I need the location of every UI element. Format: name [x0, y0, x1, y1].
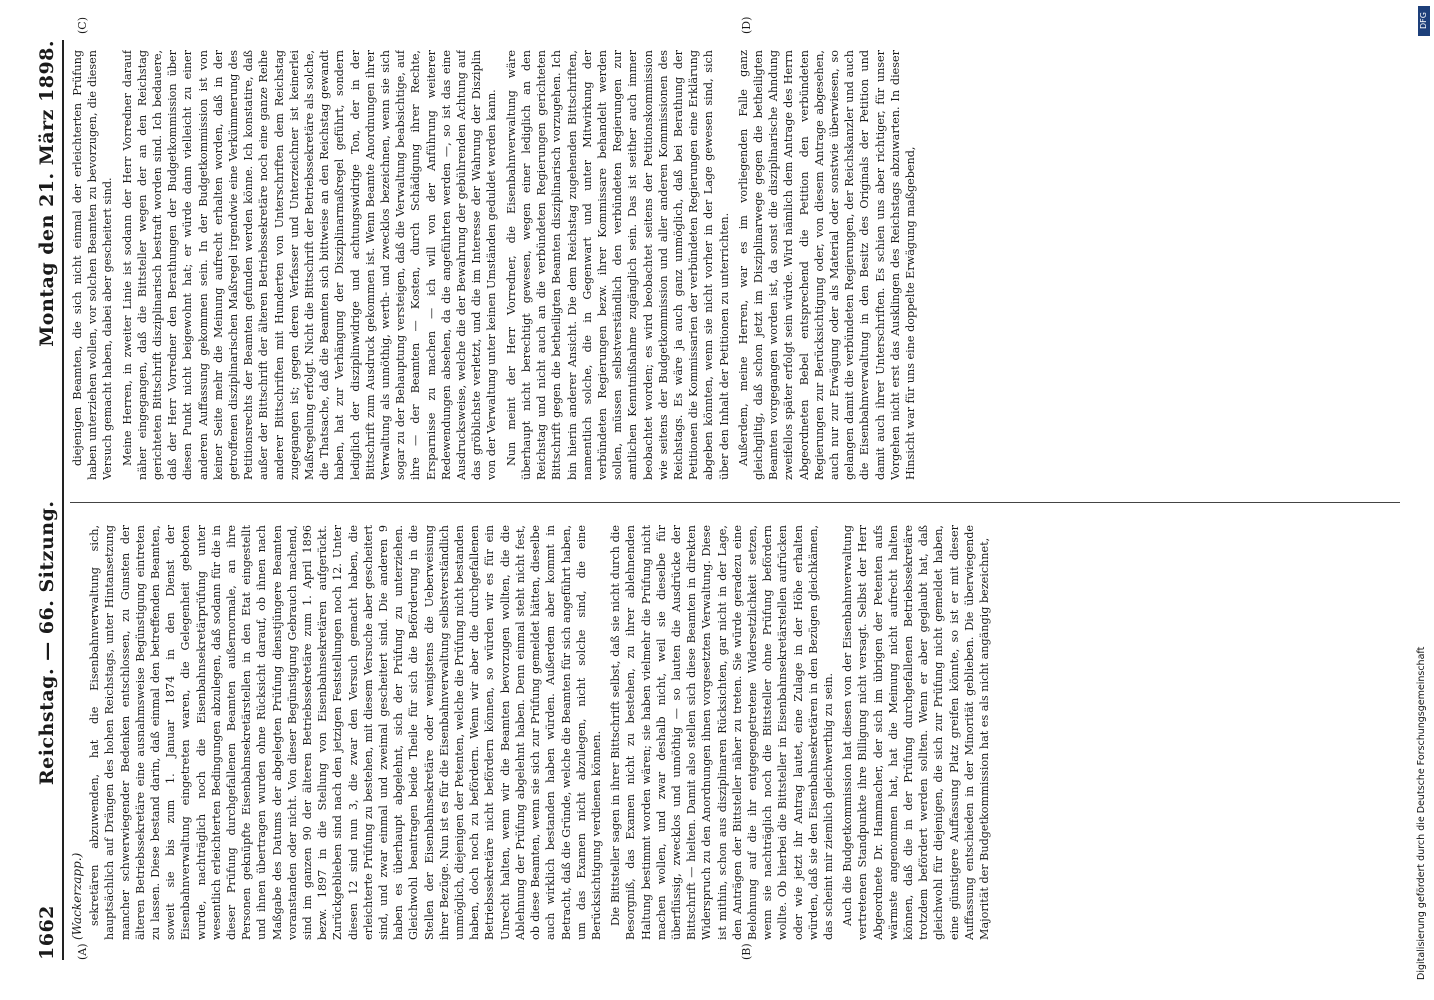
page-number: 1662	[36, 905, 58, 960]
page-header	[34, 40, 60, 960]
paragraph: Auch die Budgetkommission hat diesen von der Eisenbahnverwaltung vertretenen Standpunkte ihre Billigung nicht versagt. Selbst der Herr Abgeordnete Dr. Hammacher, der sich im übrigen der Petenten aufs wärmste angenommen hat, hat die Meinung nicht aufrecht halten können, daß die in der Prüfung durchgefallenen Betriebssekretäre trotzdem befördert werden sollten. Wenn er aber geglaubt hat, daß gleichwohl für diejenigen, die sich zur Prüfung nicht gemeldet haben, eine günstigere Auffassung Platz greifen könnte, so ist er mit dieser Auffassung entschieden in der Minorität geblieben. Die überwiegende Majorität der Budgetkommission hat es als nicht angängig bezeichnet,	[841, 525, 991, 940]
session-date: Montag den 21. März 1898.	[36, 40, 58, 347]
paragraph: Meine Herren, in zweiter Linie ist sodann der Herr Vorredner darauf näher eingegangen, daß die Bittsteller wegen der an den Reichstag gerichteten Bittschrift disziplinarisch bestraft worden sind. Ich bedauere, daß der Herr Vorredner den Berathungen der Budgetkommission über diesen Punkt nicht beigewohnt hat; er würde dann vielleicht zu einer anderen Auffassung gekommen sein. In der Budgetkommission ist von keiner Seite mehr die Meinung aufrecht erhalten worden, daß in der getroffenen disziplinarischen Maßregel irgendwie eine Verkümmerung des Petitionsrechts der Beamten gefunden werden könne. Ich konstatire, daß außer der Bittschrift der älteren Betriebssekretäre noch eine ganze Reihe anderer Bittschriften mit Hunderten von Unterschriften dem Reichstag zugegangen ist; gegen deren Verfasser und Unterzeichner ist keinerlei Maßregelung erfolgt. Nicht die Bittschrift der Betriebssekretäre als solche, die Thatsache, daß die Beamten sich bittweise an den Reichstag gewandt haben, hat zur Verhängung der Disziplinarmaßregel geführt, sondern lediglich der disziplinwidrige und achtungswidrige Ton, der in der Bittschrift zum Ausdruck gekommen ist. Wenn Beamte Anordnungen ihrer Verwaltung als unnöthig, werth- und zwecklos bezeichnen, wenn sie sich sogar zu der Behauptung versteigen, daß die Verwaltung beabsichtige, auf ihre — der Beamten — Kosten, durch Schädigung ihrer Rechte, Ersparnisse zu machen — ich will von der Anführung weiterer Redewendungen absehen, da die angeführten werden —, so ist das eine Ausdrucksweise, welche die der Bewahrung der gebührenden Achtung auf das gröblichste verletzt, und die im Interesse der Wahrung der Disziplin von der Verwaltung unter keinen Umständen geduldet werden kann.	[120, 50, 499, 480]
paragraph: sekretären abzuwenden, hat die Eisenbahnverwaltung sich, hauptsächlich auf Drängen des hohen Reichstags, unter Hintansetzung mancher schwerwiegender Bedenken entschlossen, zu Gunsten der älteren Betriebssekretäre eine ausnahmsweise Begünstigung eintreten zu lassen. Diese bestand darin, daß einmal den betreffenden Beamten, soweit sie bis zum 1. Januar 1874 in den Dienst der Eisenbahnverwaltung eingetreten waren, die Gelegenheit geboten wurde, nachträglich noch die Eisenbahnsekretärprüfung unter wesentlich erleichterten Bedingungen abzulegen, daß sodann für die in dieser Prüfung durchgefallenen Beamten außernormale, an ihre Personen geknüpfte Eisenbahnsekretärstellen in den Etat eingestellt und ihnen übertragen wurden ohne Rücksicht darauf, ob ihnen nach Maßgabe des Datums der abgelegten Prüfung dienstjüngere Beamten voranstanden oder nicht. Von dieser Begünstigung Gebrauch machend, sind im ganzen 90 der älteren Betriebssekretäre zum 1. April 1896 bezw. 1897 in die Stellung von Eisenbahnsekretären aufgerückt. Zurückgeblieben sind nach den jetzigen Feststellungen noch 12. Unter diesen 12 sind nun 3, die zwar den Versuch gemacht haben, die erleichterte Prüfung zu bestehen, mit diesem Versuche aber gescheitert sind, und zwar einmal und zweimal gescheitert sind. Die anderen 9 haben es überhaupt abgelehnt, sich der Prüfung zu unterziehen. Gleichwohl beantragen beide Theile für sich die Beförderung in die Stellen der Eisenbahnsekretäre oder wenigstens die Ueberweisung ihrer Bezüge. Nun ist es für die Eisenbahnverwaltung selbstverständlich unmöglich, diejenigen der Petenten, welche die Prüfung nicht bestanden haben, doch noch zu befördern. Wenn wir aber die durchgefallenen Betriebssekretäre nicht befördern können, so würden wir es für ein Unrecht halten, wenn wir die Beamten bevorzugen wollten, die die Ablehnung der Prüfung abgelehnt haben. Denn einmal steht nicht fest, ob diese Beamten, wenn sie sich zur Prüfung gemeldet hätten, dieselbe auch wirklich bestanden haben würden. Außerdem aber kommt in Betracht, daß die Gründe, welche die Beamten für sich angeführt haben, um das Examen nicht abzulegen, nicht solche sind, die eine Berücksichtigung verdienen können.	[88, 525, 603, 940]
header-rule	[62, 40, 64, 960]
margin-marker-c: (C)	[76, 17, 89, 34]
column-divider	[70, 502, 1400, 503]
session-title: Reichstag. — 66. Sitzung.	[36, 500, 58, 786]
margin-marker-b: (B)	[740, 943, 753, 960]
paragraph: Außerdem, meine Herren, war es im vorliegenden Falle ganz gleichgiltig, daß schon jetzt im Disziplinarwege gegen die betheiligten Beamten vorgegangen worden ist, da sonst die disziplinarische Ahndung zweifellos später erfolgt sein würde. Wird nämlich dem Antrage des Herrn Abgeordneten Bebel entsprechend die Petition den verbündeten Regierungen zur Berücksichtigung oder, von diesem Antrage abgesehen, auch nur zur Erwägung oder als Material oder sonstwie überwiesen, so gelangen damit die verbündeten Regierungen, der Reichskanzler und auch die Eisenbahnverwaltung in den Besitz des Originals der Petition und damit auch ihrer Unterschriften. Es schien uns aber richtiger, für unser Vorgehen nicht erst das Ausklingen des Reichstags abzuwarten. In dieser Hinsicht war für uns eine doppelte Erwägung maßgebend,	[736, 50, 917, 480]
digitization-note: Digitalisierung gefördert durch die Deutsche Forschungsgemeinschaft	[1416, 646, 1427, 980]
paragraph: Nun meint der Herr Vorredner, die Eisenbahnverwaltung wäre überhaupt nicht berechtigt gewesen, wegen einer lediglich an den Reichstag und nicht auch an die verbündeten Regierungen gerichteten Bittschrift gegen die betheiligten Beamten disziplinarisch vorzugehen. Ich bin hierin anderer Ansicht. Die dem Reichstag zugehenden Bittschriften, namentlich solche, die in Gegenwart und unter Mitwirkung der verbündeten Regierungen bezw. ihrer Kommissare behandelt werden sollen, müssen selbstverständlich den verbündeten Regierungen zur amtlichen Kenntnißnahme zugänglich sein. Das ist seither auch immer beobachtet worden; es wird beobachtet seitens der Petitionskommission wie seitens der Budgetkommission und aller anderen Kommissionen des Reichstags. Es wäre ja auch ganz unmöglich, daß bei Berathung der Petitionen die Kommissarien der verbündeten Regierungen eine Erklärung abgeben könnten, wenn sie nicht vorher in der Lage gewesen sind, sich über den Inhalt der Petitionen zu unterrichten.	[504, 50, 731, 480]
right-column	[70, 50, 1400, 480]
paragraph: diejenigen Beamten, die sich nicht einmal der erleichterten Prüfung haben unterziehen wollen, vor solchen Beamten zu bevorzugen, die diesen Versuch gemacht haben, dabei aber gescheitert sind.	[71, 50, 115, 480]
margin-marker-d: (D)	[740, 16, 753, 34]
left-column	[70, 525, 1400, 940]
speaker-name: (Wackerzapp.)	[70, 852, 84, 940]
margin-marker-a: (A)	[76, 943, 89, 960]
paragraph: Die Bittsteller sagen in ihrer Bittschrift selbst, daß sie nicht durch die Besorgniß, das Examen nicht zu bestehen, zu ihrer ablehnenden Haltung bestimmt worden wären; sie haben vielmehr die Prüfung nicht machen wollen, und zwar deshalb nicht, weil sie dieselbe für überflüssig, zwecklos und unnöthig — so lauten die Ausdrücke der Bittschrift — hielten. Damit also stellen sich diese Beamten in direkten Widerspruch zu den Anordnungen ihnen vorgesetzten Verwaltung. Diese ist mithin, schon aus disziplinaren Rücksichten, gar nicht in der Lage, den Anträgen der Bittsteller näher zu treten. Sie würde geradezu eine Belohnung auf die ihr entgegengetretene Widersetzlichkeit setzen, wenn sie nachträglich noch die Bittsteller ohne Prüfung befördern wollte. Ob hierbei die Bittsteller in Eisenbahnsekretärstellen aufrücken oder wie jetzt ihr Antrag lautet, eine Zulage in der Höhe erhalten würden, daß sie den Eisenbahnsekretären in den Bezügen gleichkämen, das scheint mir ziemlich gleichwerthig zu sein.	[609, 525, 835, 940]
dfg-logo: DFG	[1418, 6, 1430, 36]
